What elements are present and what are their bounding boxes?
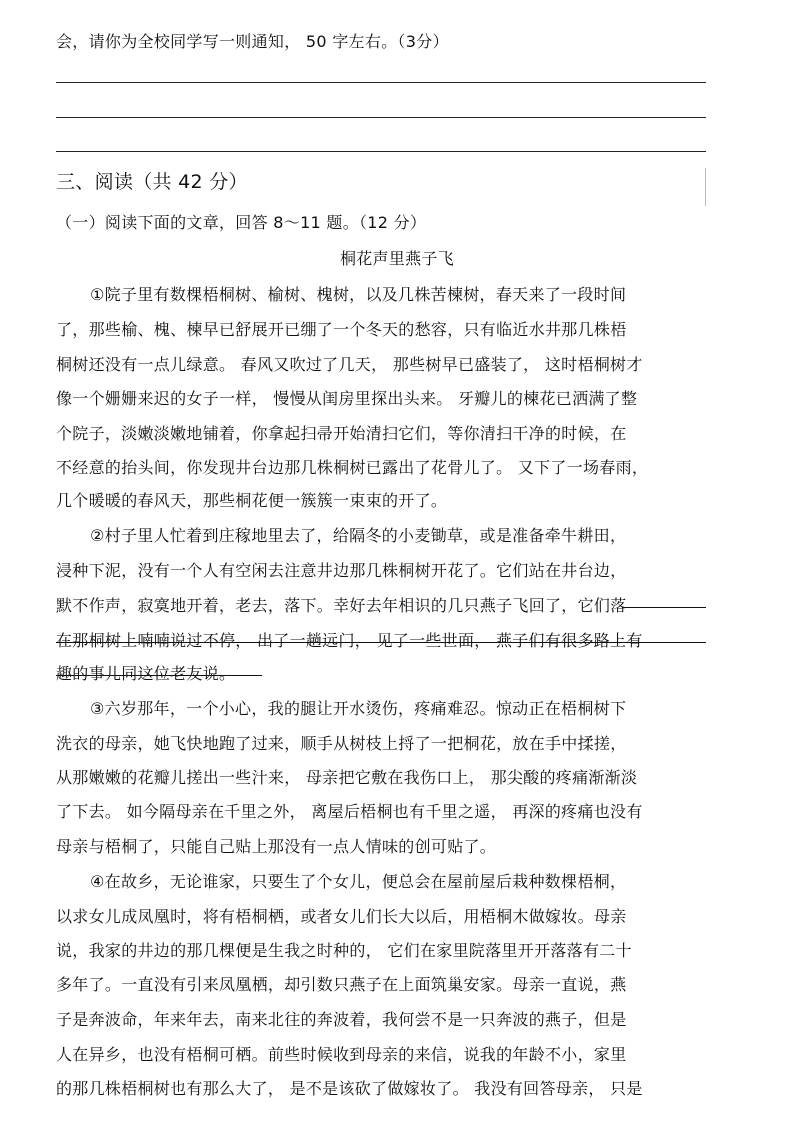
article-line: 人在异乡，也没有梧桐可栖。前些时候收到母亲的来信，说我的年龄不小，家里 [56, 1045, 627, 1064]
article-line: 几个暖暖的春风天，那些桐花便一簇簇一束束的开了。 [56, 491, 448, 510]
answer-line-1 [56, 82, 706, 83]
question-tail: 会，请你为全校同学写一则通知， 50 字左右。（3分） [56, 32, 449, 51]
answer-line-2 [56, 117, 706, 118]
article-line: 从那嫩嫩的花瓣儿搓出一些汁来， 母亲把它敷在我伤口上， 那尖酸的疼痛渐渐淡 [56, 768, 638, 787]
article-line: ③六岁那年，一个小心，我的腿让开水烫伤，疼痛难忍。惊动正在梧桐树下 [90, 699, 627, 718]
article-line: 在那桐树上喃喃说过不停， 出了一趟远门， 见了一些世面， 燕子们有很多路上有 [56, 631, 643, 650]
article-line: 桐树还没有一点儿绿意。 春风又吹过了几天， 那些树早已盛装了， 这时梧桐树才 [56, 355, 643, 374]
article-line: 个院子，淡嫩淡嫩地铺着，你拿起扫帚开始清扫它们，等你清扫干净的时候，在 [56, 424, 627, 443]
article-line: 了，那些榆、槐、楝早已舒展开已绷了一个冬天的愁容，只有临近水井那几株梧 [56, 320, 627, 339]
article-line: 了下去。 如今隔母亲在千里之外， 离屋后梧桐也有千里之遥， 再深的疼痛也没有 [56, 802, 643, 821]
article-line: 说，我家的井边的那几棵便是生我之时种的， 它们在家里院落里开开落落有二十 [56, 941, 632, 960]
strikethrough-mark [56, 642, 706, 643]
article-line: 的那几株梧桐树也有那么大了， 是不是该砍了做嫁妆了。 我没有回答母亲， 只是 [56, 1079, 643, 1098]
article-title: 桐花声里燕子飞 [339, 249, 455, 268]
margin-divider [705, 168, 706, 206]
article-line: 不经意的抬头间，你发现井台边那几株桐树已露出了花骨儿了。 又下了一场春雨， [56, 458, 649, 477]
section-heading: 三、阅读（共 42 分） [56, 171, 248, 193]
article-line: 像一个姗姗来迟的女子一样， 慢慢从闺房里探出头来。 牙瓣儿的楝花已洒满了整 [56, 389, 638, 408]
strikethrough-mark [56, 675, 262, 676]
answer-line-3 [56, 151, 706, 152]
article-line: 趣的事儿同这位老友说。 [56, 664, 236, 683]
article-line: 母亲与梧桐了，只能自己贴上那没有一点人情味的创可贴了。 [56, 837, 497, 856]
article-line: 浸种下泥，没有一个人有空闲去注意井边那几株桐树开花了。它们站在井台边， [56, 561, 627, 580]
article-line: 洗衣的母亲，她飞快地跑了过来，顺手从树枝上捋了一把桐花，放在手中揉搓， [56, 734, 627, 753]
article-line: ④在故乡，无论谁家，只要生了个女儿，便总会在屋前屋后栽种数棵梧桐， [90, 872, 627, 891]
article-line: 默不作声，寂寞地开着，老去，落下。幸好去年相识的几只燕子飞回了，它们落 [56, 596, 627, 615]
article-line: 子是奔波命，年来年去，南来北往的奔波着，我何尝不是一只奔波的燕子，但是 [56, 1010, 627, 1029]
article-line: ②村子里人忙着到庄稼地里去了，给隔冬的小麦锄草，或是准备牵牛耕田， [90, 526, 627, 545]
section-subheading: （一）阅读下面的文章，回答 8～11 题。（12 分） [56, 213, 427, 232]
article-line: 以求女儿成凤凰时，将有梧桐栖，或者女儿们长大以后，用梧桐木做嫁妆。母亲 [56, 907, 627, 926]
article-line: 多年了。一直没有引来凤凰栖，却引数只燕子在上面筑巢安家。母亲一直说，燕 [56, 975, 627, 994]
strikethrough-mark [622, 607, 706, 608]
article-line: ①院子里有数棵梧桐树、榆树、槐树，以及几株苦楝树，春天来了一段时间 [90, 285, 627, 304]
